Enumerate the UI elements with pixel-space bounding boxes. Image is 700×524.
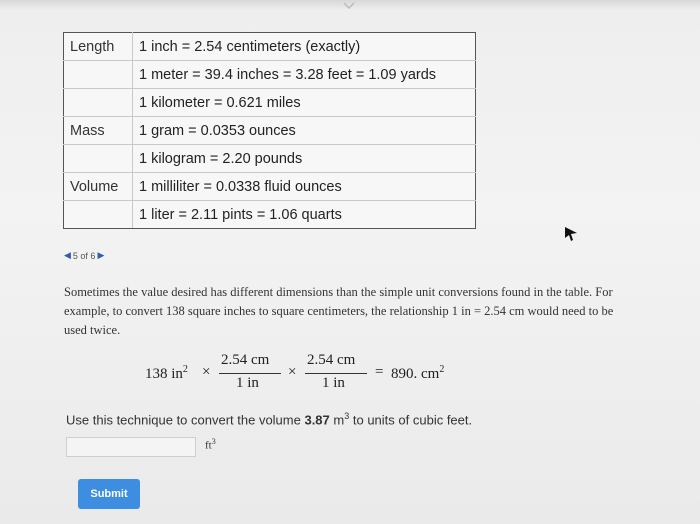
submit-button[interactable]: Submit xyxy=(78,479,140,509)
category-cell xyxy=(64,145,133,173)
table-row xyxy=(64,89,476,117)
category-cell: Mass xyxy=(64,117,133,145)
conversion-cell: 1 milliliter = 0.0338 fluid ounces xyxy=(133,173,476,201)
table-row xyxy=(64,61,476,89)
eq-num-2: 2.54 cm xyxy=(307,352,356,368)
eq-times-2: × xyxy=(288,364,297,380)
question-text: Use this technique to convert the volume 3.87 $m^3$ to units of cubic feet. xyxy=(66,411,473,428)
pager-label: 5 of 6 xyxy=(72,250,96,261)
answer-input[interactable] xyxy=(66,437,196,457)
answer-unit: $ft^3$ xyxy=(205,437,216,452)
table-row xyxy=(64,117,476,145)
category-cell xyxy=(64,89,133,117)
eq-num-1: 2.54 cm xyxy=(221,352,270,368)
chevron-down-icon xyxy=(343,2,355,12)
eq-den-2: 1 in xyxy=(322,375,345,391)
conversion-cell: 1 meter = 39.4 inches = 3.28 feet = 1.09 yards xyxy=(133,61,476,89)
eq-lhs: 138 $in^2$ xyxy=(145,364,188,382)
category-cell: Length xyxy=(64,33,133,61)
category-cell xyxy=(64,201,133,229)
table-row xyxy=(64,33,476,61)
conversion-cell: 1 kilometer = 0.621 miles xyxy=(133,89,476,117)
fraction-bar-2 xyxy=(305,373,367,374)
eq-equals: = xyxy=(375,364,384,380)
eq-den-1: 1 in xyxy=(236,375,259,391)
explanation-paragraph: Sometimes the value desired has different dimensions than the simple unit conversions found in the table. For example, to convert 138 square inches to square centimeters, the relationship 1 in = 2.54 cm would need to be used twice. xyxy=(64,285,614,337)
next-arrow-icon[interactable]: ▶ xyxy=(97,250,105,260)
conversion-cell: 1 kilogram = 2.20 pounds xyxy=(133,145,476,173)
conversion-cell: 1 liter = 2.11 pints = 1.06 quarts xyxy=(133,201,476,229)
prev-arrow-icon[interactable]: ◀ xyxy=(64,250,71,260)
mouse-cursor-icon xyxy=(564,226,578,242)
conversion-cell: 1 gram = 0.0353 ounces xyxy=(133,117,476,145)
pager xyxy=(64,250,104,261)
table-row xyxy=(64,173,476,201)
conversion-cell: 1 inch = 2.54 centimeters (exactly) xyxy=(133,33,476,61)
conversion-table xyxy=(63,32,476,229)
category-cell xyxy=(64,61,133,89)
table-row xyxy=(64,201,476,229)
fraction-bar-1 xyxy=(219,373,281,374)
eq-rhs: 890. $cm^2$ xyxy=(391,364,445,382)
eq-times-1: × xyxy=(202,364,211,380)
table-row xyxy=(64,145,476,173)
category-cell: Volume xyxy=(64,173,133,201)
